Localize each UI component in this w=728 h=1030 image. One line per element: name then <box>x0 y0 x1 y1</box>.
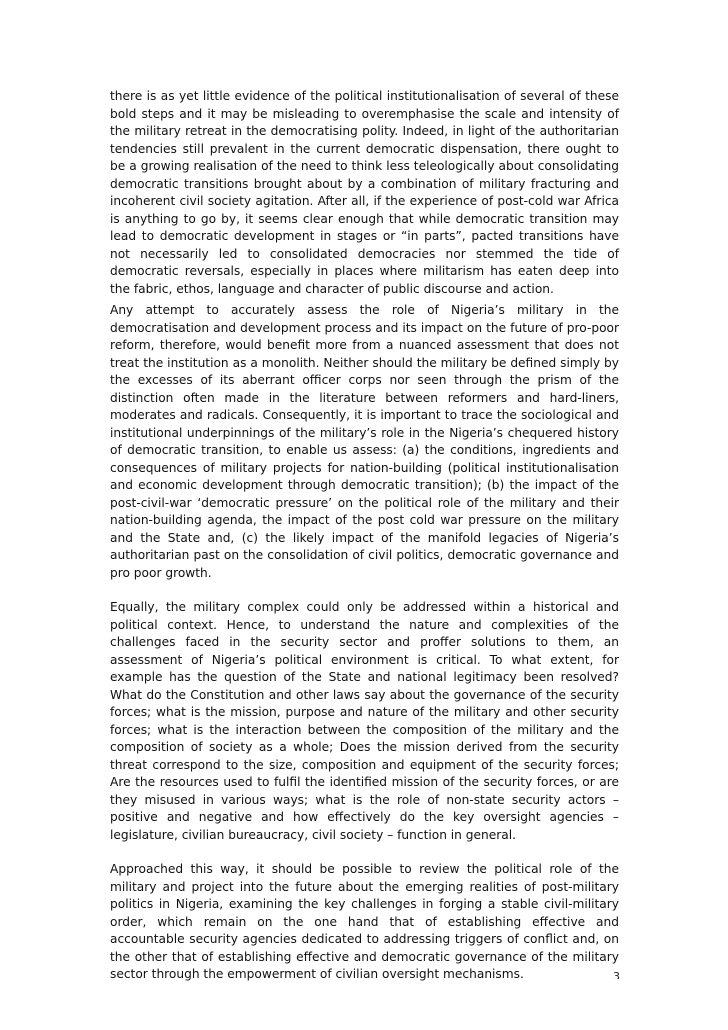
page-number: 3 <box>613 971 620 979</box>
paragraph-3: Equally, the military complex could only be addressed within a historical and political context. Hence, to understand the nature and complexities of the challenges faced in the security sector and proffer solutions to them, an assessment of Nigeria’s political environment is critical. To what extent, for example has the question of the State and national legitimacy been resolved? What do the Constitution and other laws say about the governance of the security forces; what is the mission, purpose and nature of the military and other security forces; what is the interaction between the composition of the military and the composition of society as a whole; Does the mission derived from the security threat correspond to the size, composition and equipment of the security forces; Are the resources used to fulfil the identified mission of the security forces, or are they misused in various ways; what is the role of non-state security actors – positive and negative and how effectively do the key oversight agencies – legislature, civilian bureaucracy, civil society – function in general. <box>110 600 619 842</box>
paragraph-2: Any attempt to accurately assess the role of Nigeria’s military in the democratisation and development process and its impact on the future of pro-poor reform, therefore, would benefit more from a nuanced assessment that does not treat the institution as a monolith. Neither should the military be defined simply by the excesses of its aberrant officer corps nor seen through the prism of the distinction often made in the literature between reformers and hard-liners, moderates and radicals. Consequently, it is important to trace the sociological and institutional underpinnings of the military’s role in the Nigeria’s chequered history of democratic transition, to enable us assess: (a) the conditions, ingredients and consequences of military projects for nation-building (political institutionalisation and economic development through democratic transition); (b) the impact of the post-civil-war ‘democratic pressure’ on the political role of the military and their nation-building agenda, the impact of the post cold war pressure on the military and the State and, (c) the likely impact of the manifold legacies of Nigeria’s authoritarian past on the consolidation of civil politics, democratic governance and pro poor growth. <box>110 303 619 580</box>
paragraph-1: there is as yet little evidence of the political institutionalisation of several of these bold steps and it may be misleading to overemphasise the scale and intensity of the military retreat in the democratising polity. Indeed, in light of the authoritarian tendencies still prevalent in the current democratic dispensation, there ought to be a growing realisation of the need to think less teleologically about consolidating democratic transitions brought about by a combination of military fracturing and incoherent civil society agitation. After all, if the experience of post-cold war Africa is anything to go by, it seems clear enough that while democratic transition may lead to democratic development in stages or “in parts”, pacted transitions have not necessarily led to consolidated democracies nor stemmed the tide of democratic reversals, especially in places where militarism has eaten deep into the fabric, ethos, language and character of public discourse and action. <box>110 89 619 296</box>
document-page <box>110 88 619 984</box>
paragraph-4: Approached this way, it should be possible to review the political role of the military and project into the future about the emerging realities of post-military politics in Nigeria, examining the key challenges in forging a stable civil-military order, which remain on the one hand that of establishing effective and accountable security agencies dedicated to addressing triggers of conflict and, on the other that of establishing effective and democratic governance of the military sector through the empowerment of civilian oversight mechanisms. <box>110 862 619 981</box>
